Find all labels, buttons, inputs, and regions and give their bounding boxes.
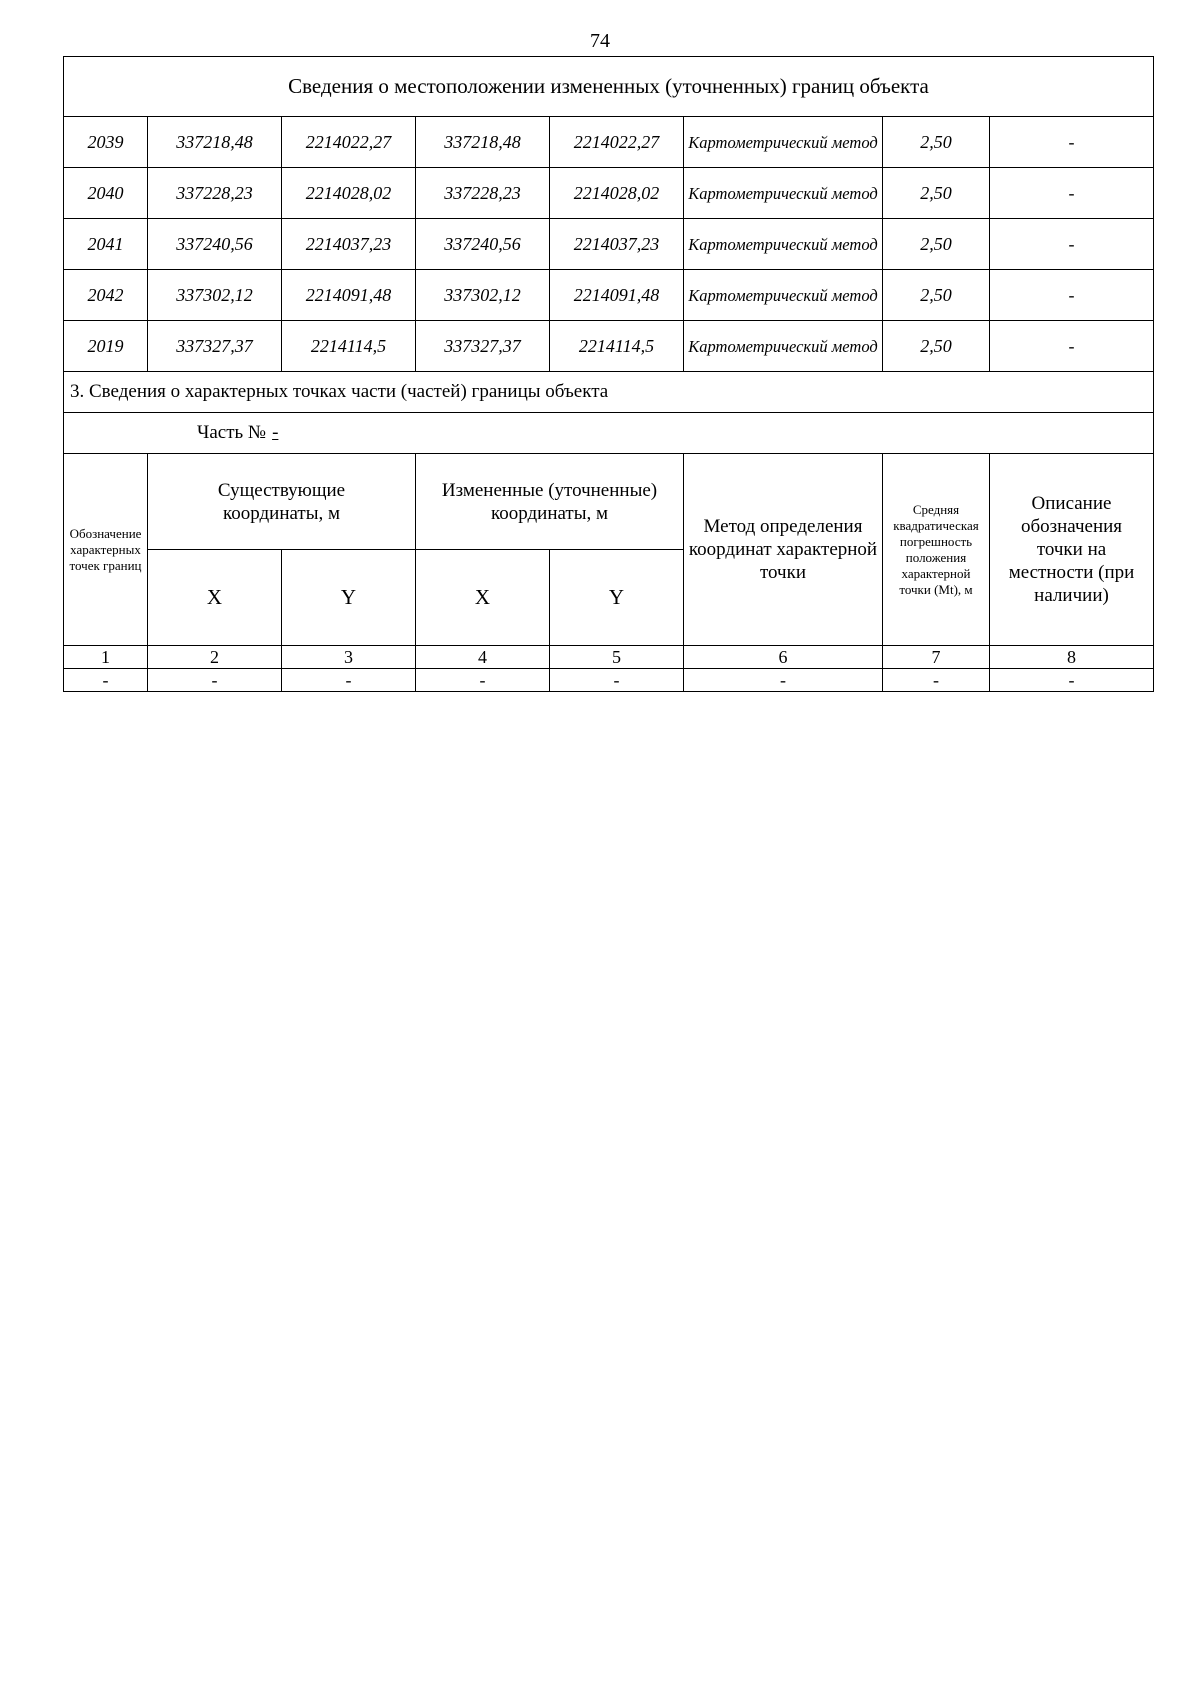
part-value: - — [272, 422, 279, 443]
column-number: 5 — [550, 646, 684, 669]
point-id-cell: 2040 — [64, 168, 148, 219]
table-row — [64, 168, 1154, 219]
header-changed-x: X — [416, 550, 550, 646]
error-cell: 2,50 — [883, 219, 990, 270]
header-method: Метод определения координат характерной точки — [684, 454, 883, 646]
changed-x-cell: 337327,37 — [416, 321, 550, 372]
table-row — [64, 321, 1154, 372]
changed-x-cell: 337228,23 — [416, 168, 550, 219]
method-cell: Картометрический метод — [684, 270, 883, 321]
header-existing-x: X — [148, 550, 282, 646]
point-id-cell: 2042 — [64, 270, 148, 321]
header-existing-y: Y — [282, 550, 416, 646]
existing-x-cell: 337327,37 — [148, 321, 282, 372]
method-cell: Картометрический метод — [684, 219, 883, 270]
existing-x-cell: 337228,23 — [148, 168, 282, 219]
existing-y-cell: 2214091,48 — [282, 270, 416, 321]
table-row — [64, 669, 1154, 692]
description-cell: - — [990, 168, 1154, 219]
coordinates-table — [63, 56, 1154, 692]
changed-y-cell: 2214022,27 — [550, 117, 684, 168]
description-cell: - — [990, 321, 1154, 372]
table-row — [64, 117, 1154, 168]
method-cell: Картометрический метод — [684, 321, 883, 372]
point-id-cell: 2039 — [64, 117, 148, 168]
method-cell: Картометрический метод — [684, 117, 883, 168]
point-id-cell: 2019 — [64, 321, 148, 372]
existing-y-cell: 2214114,5 — [282, 321, 416, 372]
empty-cell: - — [416, 669, 550, 692]
section-title: 3. Сведения о характерных точках части (частей) границы объекта — [64, 372, 1154, 413]
header-designation: Обозначение характерных точек границ — [64, 454, 148, 646]
column-number: 3 — [282, 646, 416, 669]
empty-cell: - — [282, 669, 416, 692]
empty-cell: - — [550, 669, 684, 692]
error-cell: 2,50 — [883, 321, 990, 372]
header-changed: Измененные (уточненные) координаты, м — [416, 454, 684, 550]
column-number: 8 — [990, 646, 1154, 669]
empty-cell: - — [64, 669, 148, 692]
column-number: 4 — [416, 646, 550, 669]
column-number: 2 — [148, 646, 282, 669]
existing-y-cell: 2214028,02 — [282, 168, 416, 219]
existing-y-cell: 2214022,27 — [282, 117, 416, 168]
error-cell: 2,50 — [883, 270, 990, 321]
error-cell: 2,50 — [883, 168, 990, 219]
empty-cell: - — [684, 669, 883, 692]
column-number: 7 — [883, 646, 990, 669]
description-cell: - — [990, 117, 1154, 168]
empty-cell: - — [148, 669, 282, 692]
existing-x-cell: 337240,56 — [148, 219, 282, 270]
header-error: Средняя квадратическая погрешность положения характерной точки (Mt), м — [883, 454, 990, 646]
description-cell: - — [990, 219, 1154, 270]
part-label: Часть № — [197, 422, 267, 443]
point-id-cell: 2041 — [64, 219, 148, 270]
changed-x-cell: 337302,12 — [416, 270, 550, 321]
changed-y-cell: 2214091,48 — [550, 270, 684, 321]
column-number-row — [64, 646, 1154, 669]
empty-cell: - — [990, 669, 1154, 692]
table-row — [64, 219, 1154, 270]
error-cell: 2,50 — [883, 117, 990, 168]
column-number: 6 — [684, 646, 883, 669]
page-number: 74 — [590, 30, 610, 52]
table-title: Сведения о местоположении измененных (уточненных) границ объекта — [64, 57, 1154, 117]
column-number: 1 — [64, 646, 148, 669]
existing-x-cell: 337302,12 — [148, 270, 282, 321]
existing-y-cell: 2214037,23 — [282, 219, 416, 270]
changed-x-cell: 337218,48 — [416, 117, 550, 168]
method-cell: Картометрический метод — [684, 168, 883, 219]
changed-y-cell: 2214028,02 — [550, 168, 684, 219]
changed-y-cell: 2214037,23 — [550, 219, 684, 270]
table-row — [64, 270, 1154, 321]
empty-cell: - — [883, 669, 990, 692]
header-changed-y: Y — [550, 550, 684, 646]
description-cell: - — [990, 270, 1154, 321]
header-existing: Существующие координаты, м — [148, 454, 416, 550]
changed-x-cell: 337240,56 — [416, 219, 550, 270]
part-row — [64, 413, 1154, 454]
header-description: Описание обозначения точки на местности (при наличии) — [990, 454, 1154, 646]
changed-y-cell: 2214114,5 — [550, 321, 684, 372]
existing-x-cell: 337218,48 — [148, 117, 282, 168]
